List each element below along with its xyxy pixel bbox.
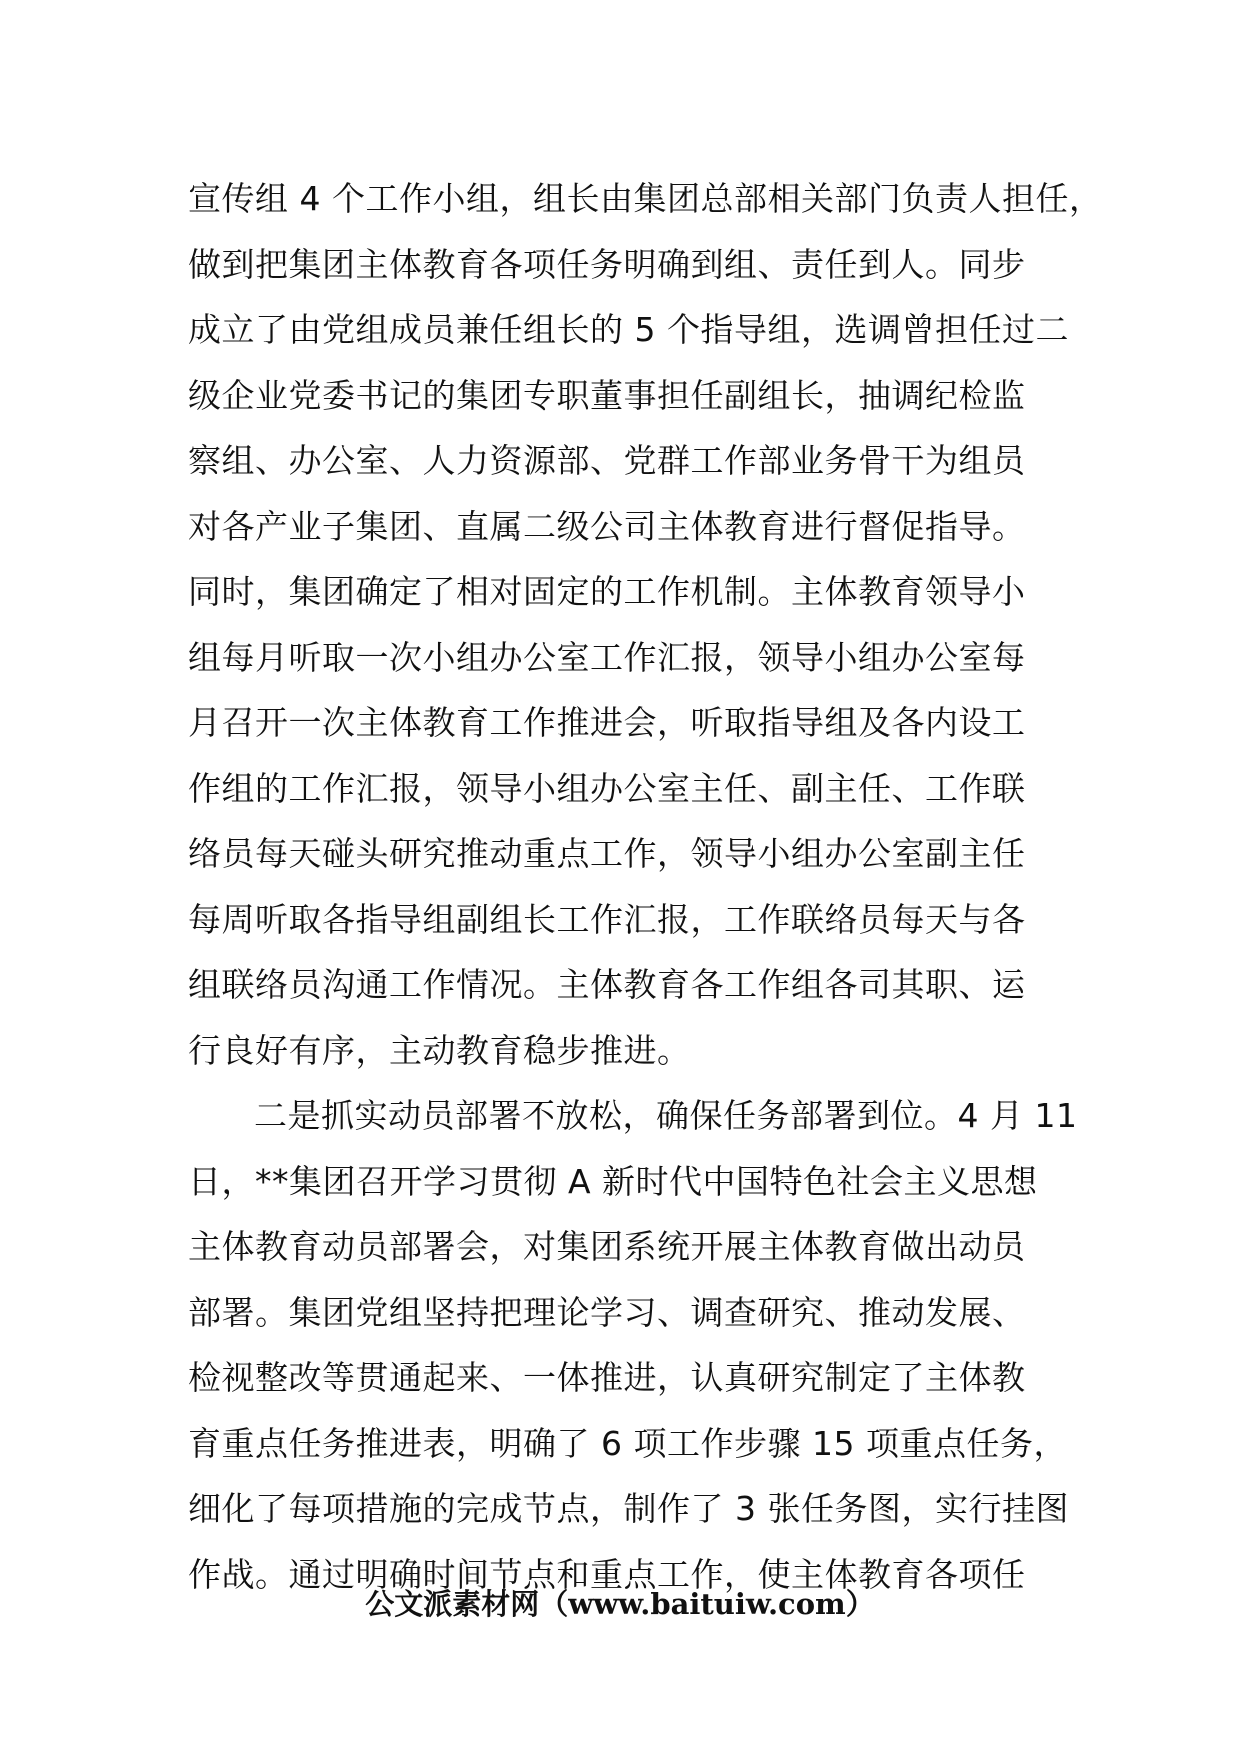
text-line: 作战。通过明确时间节点和重点工作，使主体教育各项任	[188, 1554, 1026, 1594]
text-line: 级企业党委书记的集团专职董事担任副组长，抽调纪检监	[188, 375, 1026, 415]
text-line: 络员每天碰头研究推动重点工作，领导小组办公室副主任	[188, 834, 1026, 873]
footer-watermark: 公文派素材网（www.baituiw.com）	[365, 1587, 875, 1621]
text-line: 作组的工作汇报，领导小组办公室主任、副主任、工作联	[188, 768, 1026, 808]
text-line: 细化了每项措施的完成节点，制作了 3 张任务图，实行挂图	[188, 1489, 1069, 1528]
text-line: 日，**集团召开学习贯彻 A 新时代中国特色社会主义思想	[188, 1161, 1038, 1201]
text-line: 组联络员沟通工作情况。主体教育各工作组各司其职、运	[188, 965, 1026, 1004]
text-line: 部署。集团党组坚持把理论学习、调查研究、推动发展、	[188, 1292, 1026, 1332]
text-line: 检视整改等贯通起来、一体推进，认真研究制定了主体教	[188, 1358, 1026, 1397]
body-text	[188, 166, 1103, 1607]
text-line: 组每月听取一次小组办公室工作汇报，领导小组办公室每	[188, 637, 1026, 677]
text-line: 行良好有序，主动教育稳步推进。	[188, 1030, 691, 1070]
text-line: 同时，集团确定了相对固定的工作机制。主体教育领导小	[188, 572, 1026, 611]
text-line: 做到把集团主体教育各项任务明确到组、责任到人。同步	[188, 244, 1026, 284]
text-line: 成立了由党组成员兼任组长的 5 个指导组，选调曾担任过二	[188, 310, 1069, 349]
text-line: 育重点任务推进表，明确了 6 项工作步骤 15 项重点任务，	[188, 1423, 1067, 1463]
text-line: 察组、办公室、人力资源部、党群工作部业务骨干为组员	[188, 441, 1026, 480]
text-line: 对各产业子集团、直属二级公司主体教育进行督促指导。	[188, 506, 1026, 546]
text-line: 每周听取各指导组副组长工作汇报，工作联络员每天与各	[188, 899, 1026, 939]
text-line: 宣传组 4 个工作小组，组长由集团总部相关部门负责人担任，	[188, 179, 1103, 218]
text-line: 月召开一次主体教育工作推进会，听取指导组及各内设工	[188, 703, 1026, 742]
paragraph-start-line: 二是抓实动员部署不放松，确保任务部署到位。4 月 11	[254, 1096, 1078, 1135]
text-line: 主体教育动员部署会，对集团系统开展主体教育做出动员	[188, 1227, 1026, 1266]
